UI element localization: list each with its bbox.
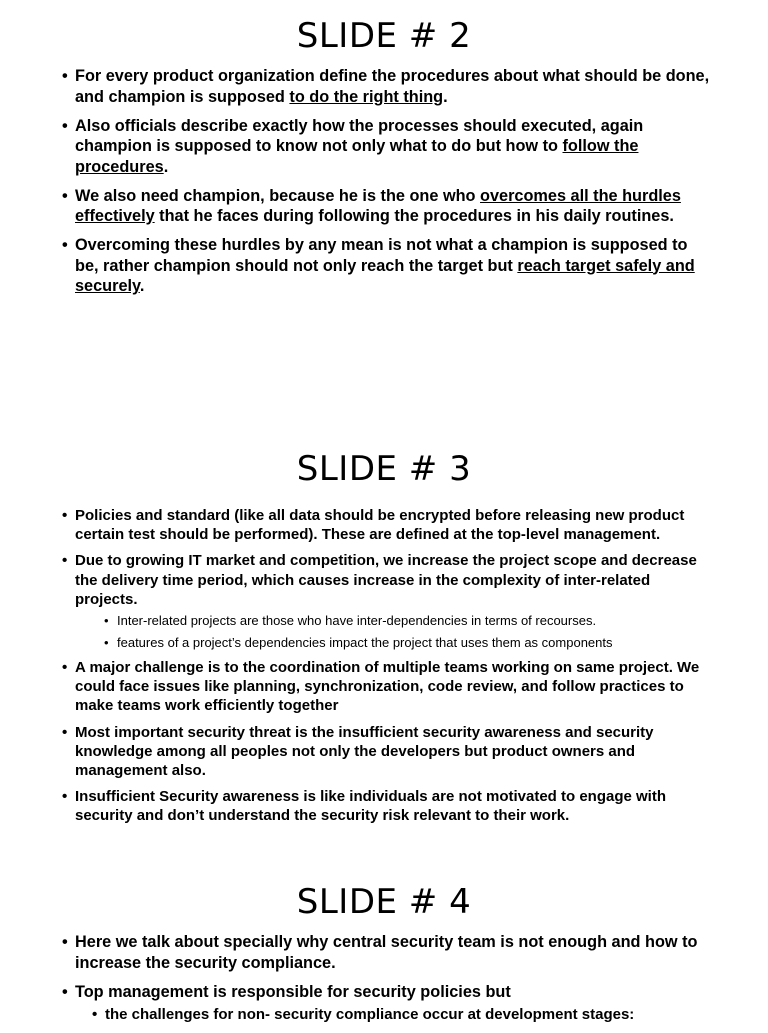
slide-3-sub-bullet-2: • features of a project’s dependencies impact the project that uses them as components: [104, 635, 710, 651]
slide-3-bullet-3: • A major challenge is to the coordination of multiple teams working on same project. We could face issues like planning, synchronization, code review, and follow practices to make teams work efficiently together: [62, 658, 710, 716]
slide-2-title: SLIDE # 2: [296, 16, 472, 56]
slide-2-bullet-1-emphasis: to do the right thing: [289, 87, 444, 106]
slide-3-bullet-list: [62, 506, 710, 833]
slide-2-bullet-4-emphasis: reach target safely and securely: [75, 256, 695, 295]
slide-3-sub-bullet-list: [75, 613, 710, 651]
slide-4-sub-bullet-list: [75, 1005, 710, 1024]
slide-4-bullet-2: [62, 982, 710, 1024]
slide-2-bullet-list: [62, 66, 710, 305]
slide-2-bullet-4: • Overcoming these hurdles by any mean is not what a champion is supposed to be, rather champion should not only reach the target but reach target safely and securely.: [62, 235, 710, 297]
slide-2-bullet-3-emphasis: overcomes all the hurdles effectively: [75, 186, 681, 225]
slide-3-bullet-4: • Most important security threat is the insufficient security awareness and security knowledge among all peoples not only the developers but product owners and management also.: [62, 723, 710, 781]
slide-4-bullet-2-text: Top management is responsible for security policies but: [75, 983, 511, 1001]
slide-4-title: SLIDE # 4: [296, 882, 472, 922]
slide-2-bullet-1: • For every product organization define the procedures about what should be done, and champion is supposed to do the right thing.: [62, 66, 710, 107]
slide-3-bullet-2: [62, 551, 710, 651]
slide-2-bullet-2: • Also officials describe exactly how the processes should executed, again champion is supposed to know not only what to do but how to follow the procedures.: [62, 116, 710, 178]
slide-4-sub-bullet-1: • the challenges for non- security compliance occur at development stages:: [92, 1005, 710, 1024]
slide-3-bullet-2-text: Due to growing IT market and competition, we increase the project scope and decrease the delivery time period, which causes increase in the complexity of inter-related projects.: [75, 552, 697, 608]
slide-2-bullet-2-emphasis: follow the procedures: [75, 137, 639, 176]
slide-3-bullet-1: • Policies and standard (like all data should be encrypted before releasing new product certain test should be performed). These are defined at the top-level management.: [62, 506, 710, 544]
slide-3-bullet-5: • Insufficient Security awareness is like individuals are not motivated to engage with security and don’t understand the security risk relevant to their work.: [62, 787, 710, 825]
slide-3-title: SLIDE # 3: [296, 449, 472, 489]
slide-4-bullet-1: • Here we talk about specially why central security team is not enough and how to increase the security compliance.: [62, 932, 710, 973]
slide-3-sub-bullet-1: • Inter-related projects are those who have inter-dependencies in terms of recourses.: [104, 613, 710, 629]
slide-4-bullet-list: [62, 932, 710, 1033]
slide-2-bullet-3: • We also need champion, because he is the one who overcomes all the hurdles effectively that he faces during following the procedures in his daily routines.: [62, 186, 710, 227]
